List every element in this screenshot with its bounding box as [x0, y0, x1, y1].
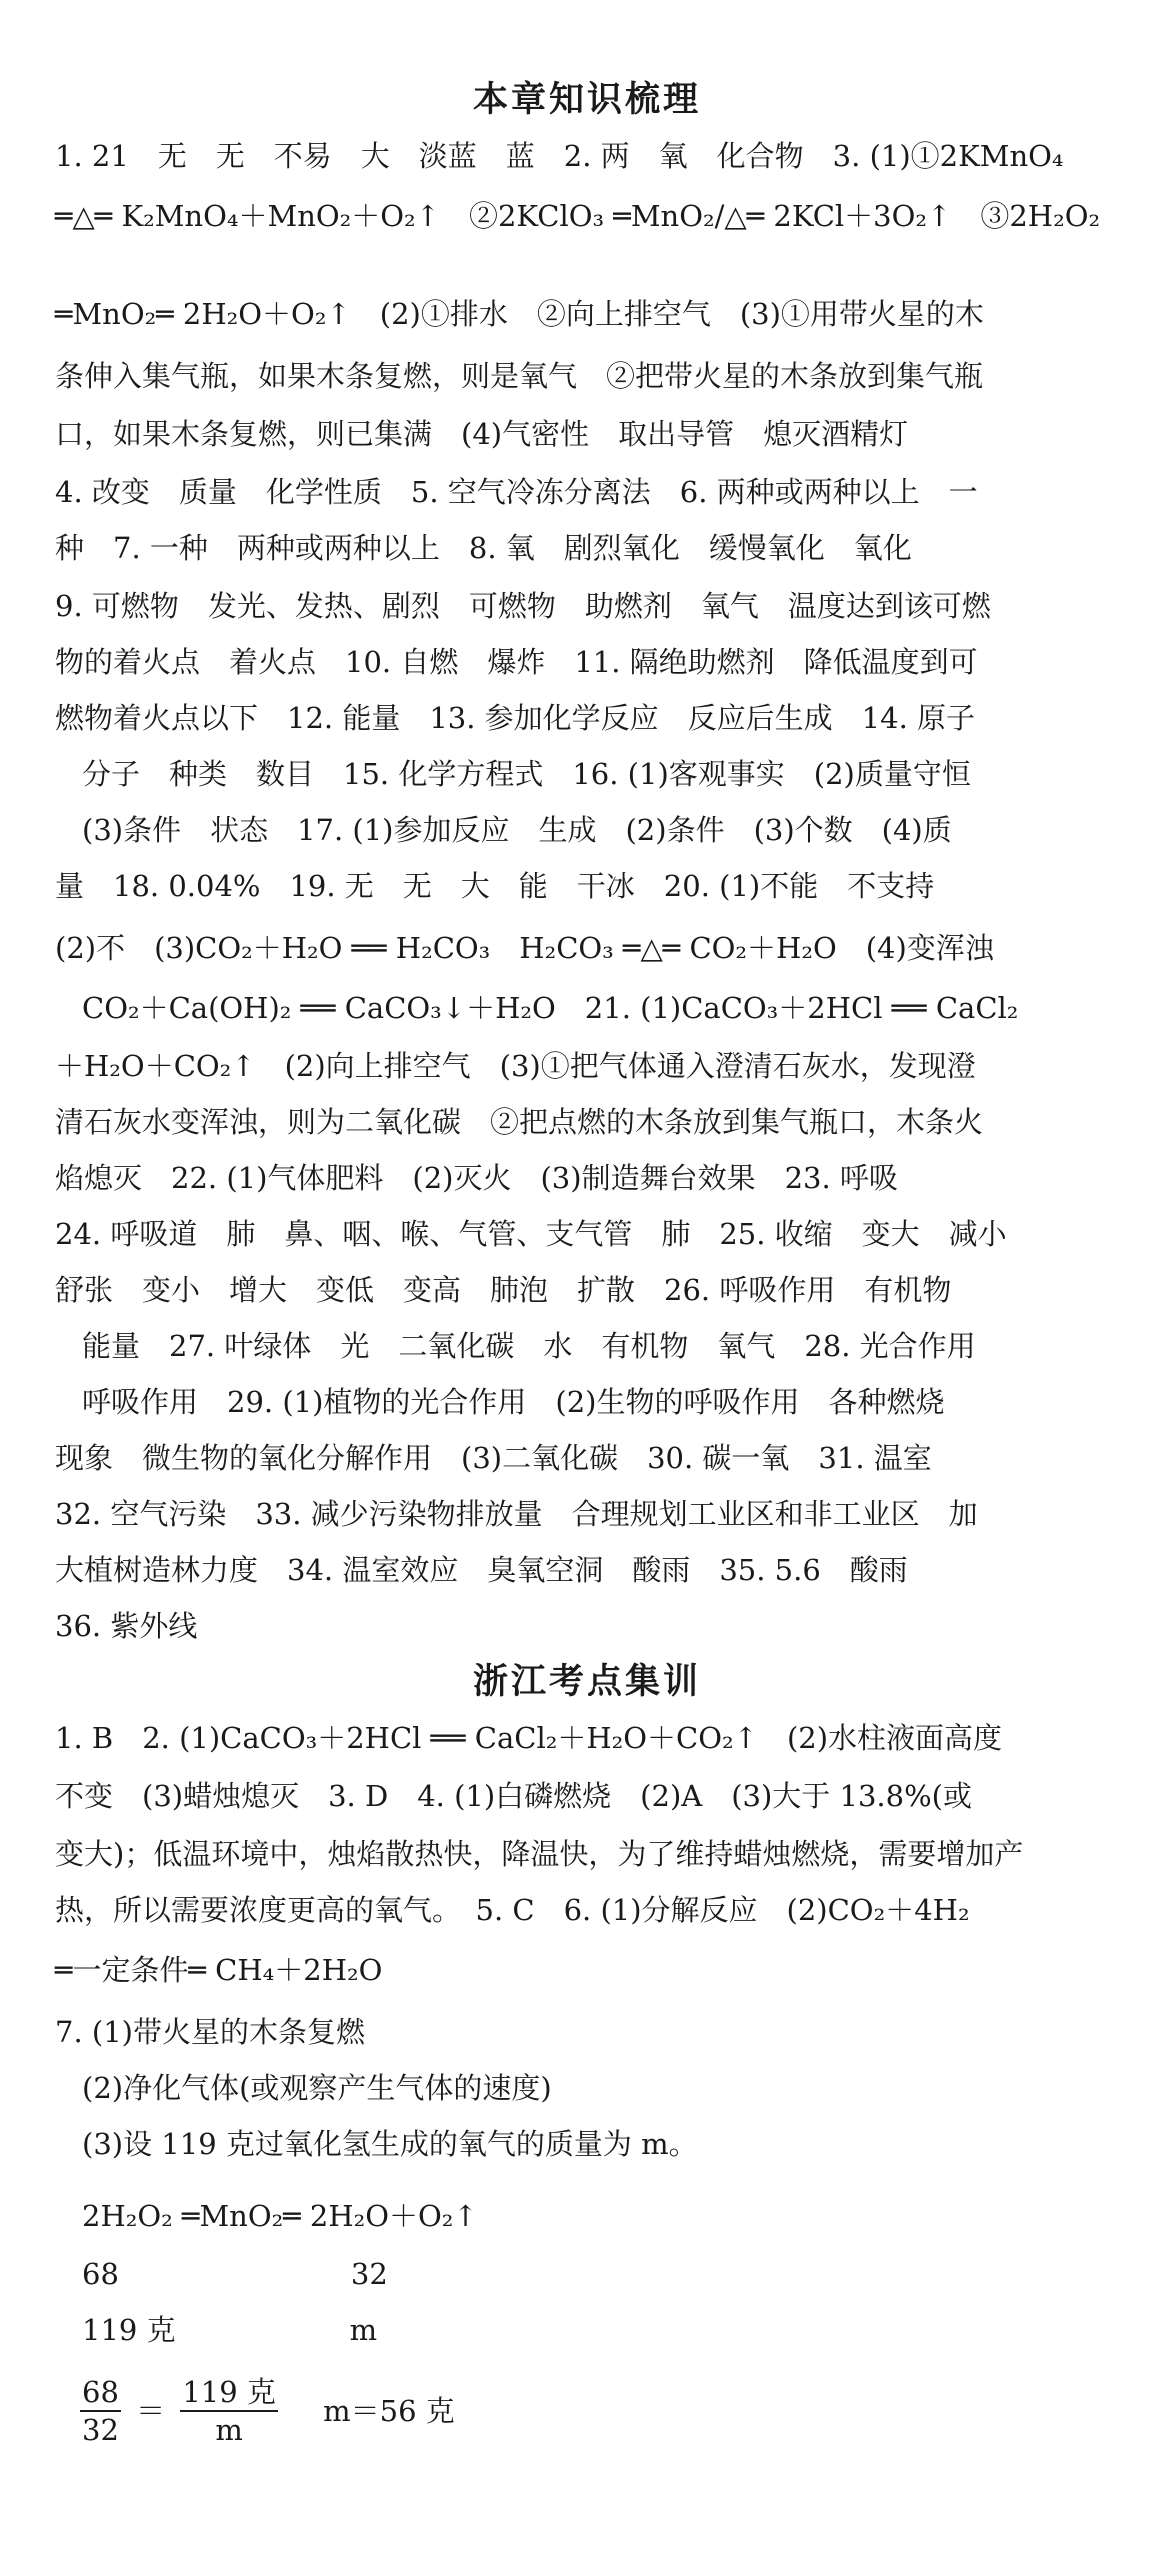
- answer-line: 1. 21 无 无 不易 大 淡蓝 蓝 2. 两 氧 化合物 3. (1)①2KMnO₄: [55, 139, 1064, 173]
- section-title-zhejiang-exam: 浙江考点集训: [472, 1662, 701, 1702]
- answer-line: 7. (1)带火星的木条复燃: [55, 2015, 365, 2049]
- fraction-left: $\frac{68}{32}$: [82, 2375, 119, 2447]
- answer-line: 4. 改变 质量 化学性质 5. 空气冷冻分离法 6. 两种或两种以上 一: [55, 475, 978, 509]
- answer-line: 能量 27. 叶绿体 光 二氧化碳 水 有机物 氧气 28. 光合作用: [82, 1329, 976, 1363]
- answer-line: 现象 微生物的氧化分解作用 (3)二氧化碳 30. 碳一氧 31. 温室: [55, 1441, 932, 1475]
- answer-line: 呼吸作用 29. (1)植物的光合作用 (2)生物的呼吸作用 各种燃烧: [82, 1385, 945, 1419]
- proportion-equation: [80, 2374, 461, 2448]
- answer-line: ═MnO₂═ 2H₂O＋O₂↑ (2)①排水 ②向上排空气 (3)①用带火星的木: [55, 297, 984, 331]
- answer-line: 9. 可燃物 发光、发热、剧烈 可燃物 助燃剂 氧气 温度达到该可燃: [55, 589, 991, 623]
- answer-line: (3)设 119 克过氧化氢生成的氧气的质量为 m。: [82, 2127, 698, 2161]
- answer-line: 燃物着火点以下 12. 能量 13. 参加化学反应 反应后生成 14. 原子: [55, 701, 976, 735]
- answer-line: 种 7. 一种 两种或两种以上 8. 氧 剧烈氧化 缓慢氧化 氧化: [55, 531, 912, 565]
- answer-line: ＋H₂O＋CO₂↑ (2)向上排空气 (3)①把气体通入澄清石灰水，发现澄: [55, 1049, 976, 1083]
- mass-value-line: 119 克 m: [82, 2313, 378, 2347]
- answer-line: 口，如果木条复燃，则已集满 (4)气密性 取出导管 熄灭酒精灯: [55, 417, 909, 451]
- answer-line: 舒张 变小 增大 变低 变高 肺泡 扩散 26. 呼吸作用 有机物: [55, 1273, 952, 1307]
- answer-line: 分子 种类 数目 15. 化学方程式 16. (1)客观事实 (2)质量守恒: [82, 757, 971, 791]
- answer-line: 物的着火点 着火点 10. 自燃 爆炸 11. 隔绝助燃剂 降低温度到可: [55, 645, 978, 679]
- section-title-chapter-summary: 本章知识梳理: [472, 80, 701, 120]
- answer-line: 24. 呼吸道 肺 鼻、咽、喉、气管、支气管 肺 25. 收缩 变大 减小: [55, 1217, 1007, 1251]
- answer-line: 条伸入集气瓶，如果木条复燃，则是氧气 ②把带火星的木条放到集气瓶: [55, 359, 984, 393]
- fraction-right: $\frac{\text{119 克}}{m}$: [182, 2375, 276, 2447]
- answer-line: 热，所以需要浓度更高的氧气。 5. C 6. (1)分解反应 (2)CO₂＋4H₂: [55, 1893, 970, 1927]
- equals-sign: ＝: [136, 2394, 166, 2428]
- answer-line: (2)净化气体(或观察产生气体的速度): [82, 2071, 552, 2105]
- answer-line: ═△═ K₂MnO₄＋MnO₂＋O₂↑ ②2KClO₃ ═MnO₂/△═ 2KCl＋3O₂↑ ③2H₂O₂: [55, 199, 1101, 233]
- answer-line: (2)不 (3)CO₂＋H₂O ══ H₂CO₃ H₂CO₃ ═△═ CO₂＋H₂O (4)变浑浊: [55, 931, 994, 965]
- answer-line: 1. B 2. (1)CaCO₃＋2HCl ══ CaCl₂＋H₂O＋CO₂↑ (2)水柱液面高度: [55, 1721, 1003, 1755]
- result-text: m＝56 克: [323, 2394, 455, 2428]
- answer-line: 焰熄灭 22. (1)气体肥料 (2)灭火 (3)制造舞台效果 23. 呼吸: [55, 1161, 898, 1195]
- equation-line: 2H₂O₂ ═MnO₂═ 2H₂O＋O₂↑: [82, 2199, 478, 2233]
- answer-line: 清石灰水变浑浊，则为二氧化碳 ②把点燃的木条放到集气瓶口，木条火: [55, 1105, 984, 1139]
- answer-line: ═一定条件═ CH₄＋2H₂O: [55, 1953, 383, 1987]
- answer-line: 不变 (3)蜡烛熄灭 3. D 4. (1)白磷燃烧 (2)A (3)大于 13.8%(或: [55, 1779, 972, 1813]
- answer-line: (3)条件 状态 17. (1)参加反应 生成 (2)条件 (3)个数 (4)质: [82, 813, 952, 847]
- mass-ratio-line: 68 32: [82, 2257, 388, 2291]
- answer-line: 36. 紫外线: [55, 1609, 198, 1643]
- answer-line: CO₂＋Ca(OH)₂ ══ CaCO₃↓＋H₂O 21. (1)CaCO₃＋2HCl ══ CaCl₂: [82, 991, 1019, 1025]
- answer-line: 量 18. 0.04% 19. 无 无 大 能 干冰 20. (1)不能 不支持: [55, 869, 935, 903]
- answer-line: 大植树造林力度 34. 温室效应 臭氧空洞 酸雨 35. 5.6 酸雨: [55, 1553, 908, 1587]
- answer-line: 32. 空气污染 33. 减少污染物排放量 合理规划工业区和非工业区 加: [55, 1497, 978, 1531]
- answer-line: 变大)；低温环境中，烛焰散热快，降温快，为了维持蜡烛燃烧，需要增加产: [55, 1837, 1024, 1871]
